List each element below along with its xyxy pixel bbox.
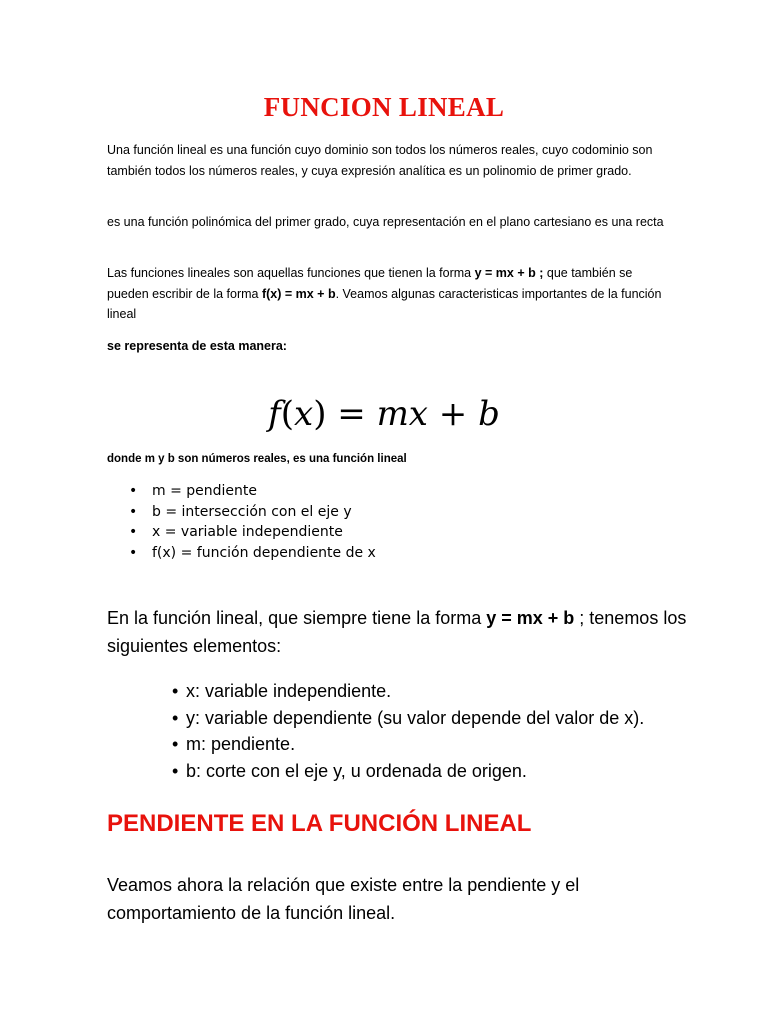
- paragraph-elements-text-2: ; tenemos los siguientes elementos:: [107, 608, 687, 656]
- list-item: [107, 522, 376, 543]
- paragraph-polynomial: es una función polinómica del primer grado, cuya representación en el plano cartesiano es una recta: [107, 215, 664, 229]
- list-item-text: f(x) = función dependiente de x: [152, 544, 376, 561]
- formula-left-paren: (: [280, 394, 294, 434]
- formula-equals: =: [326, 394, 377, 434]
- bullet-icon: •: [172, 681, 179, 701]
- paragraph-elements: [107, 604, 707, 660]
- list-item: [107, 502, 376, 523]
- bullet-icon: •: [129, 503, 138, 520]
- list-item: [107, 481, 376, 502]
- formula-linear-function: [0, 394, 768, 434]
- bullet-icon: •: [129, 524, 138, 540]
- page-title: FUNCION LINEAL: [263, 92, 505, 122]
- bullet-icon: •: [172, 734, 179, 754]
- elements-list: [172, 678, 644, 784]
- formula-plus: +: [427, 394, 479, 434]
- formula-right-paren: ): [313, 394, 327, 434]
- paragraph-donde: donde m y b son números reales, es una función lineal: [107, 453, 407, 465]
- paragraph-forms: [107, 263, 667, 325]
- list-item: [107, 543, 376, 564]
- list-item-text: y: variable dependiente (su valor depende del valor de x).: [186, 707, 645, 728]
- formula-b: b: [478, 394, 500, 434]
- bullet-icon: •: [172, 707, 179, 728]
- bullet-icon: •: [172, 760, 179, 781]
- form-fx-mx-b: f(x) = mx + b: [261, 286, 336, 301]
- form-y-mx-b: y = mx + b ;: [474, 266, 544, 280]
- list-item: [172, 731, 644, 758]
- bullet-icon: •: [129, 544, 138, 561]
- form-y-mx-b-large: y = mx + b: [486, 608, 575, 628]
- formula-mx: mx: [376, 394, 428, 434]
- list-item-text: m: pendiente.: [186, 734, 296, 754]
- paragraph-definition: Una función lineal es una función cuyo dominio son todos los números reales, cuyo codominio son también todos los números reales, y cuya expresión analítica es un polinomio de primer grado.: [107, 143, 653, 178]
- paragraph-represent: se representa de esta manera:: [107, 339, 287, 353]
- list-item-text: x: variable independiente.: [186, 681, 392, 701]
- formula-f: f: [268, 394, 281, 434]
- list-item: [172, 705, 644, 732]
- paragraph-forms-text-1: Las funciones lineales son aquellas funciones que tienen la forma: [107, 266, 475, 280]
- paragraph-forms-text-3: . Veamos algunas caracteristicas importantes de la función lineal: [107, 286, 662, 321]
- paragraph-elements-text-1: En la función lineal, que siempre tiene la forma: [107, 608, 487, 628]
- formula-x: x: [294, 394, 314, 434]
- list-item-text: x = variable independiente: [152, 524, 343, 540]
- list-item-text: b: corte con el eje y, u ordenada de origen.: [186, 760, 527, 781]
- list-item-text: m = pendiente: [152, 483, 258, 499]
- paragraph-pendiente: Veamos ahora la relación que existe entre la pendiente y el comportamiento de la función lineal.: [107, 875, 580, 923]
- list-item: [172, 758, 644, 785]
- section-heading-pendiente: PENDIENTE EN LA FUNCIÓN LINEAL: [107, 810, 532, 837]
- definitions-list: [107, 481, 376, 563]
- list-item-text: b = intersección con el eje y: [152, 503, 352, 520]
- paragraph-forms-text-2: que también se pueden escribir de la forma: [107, 266, 633, 301]
- bullet-icon: •: [129, 483, 138, 499]
- list-item: [172, 678, 644, 705]
